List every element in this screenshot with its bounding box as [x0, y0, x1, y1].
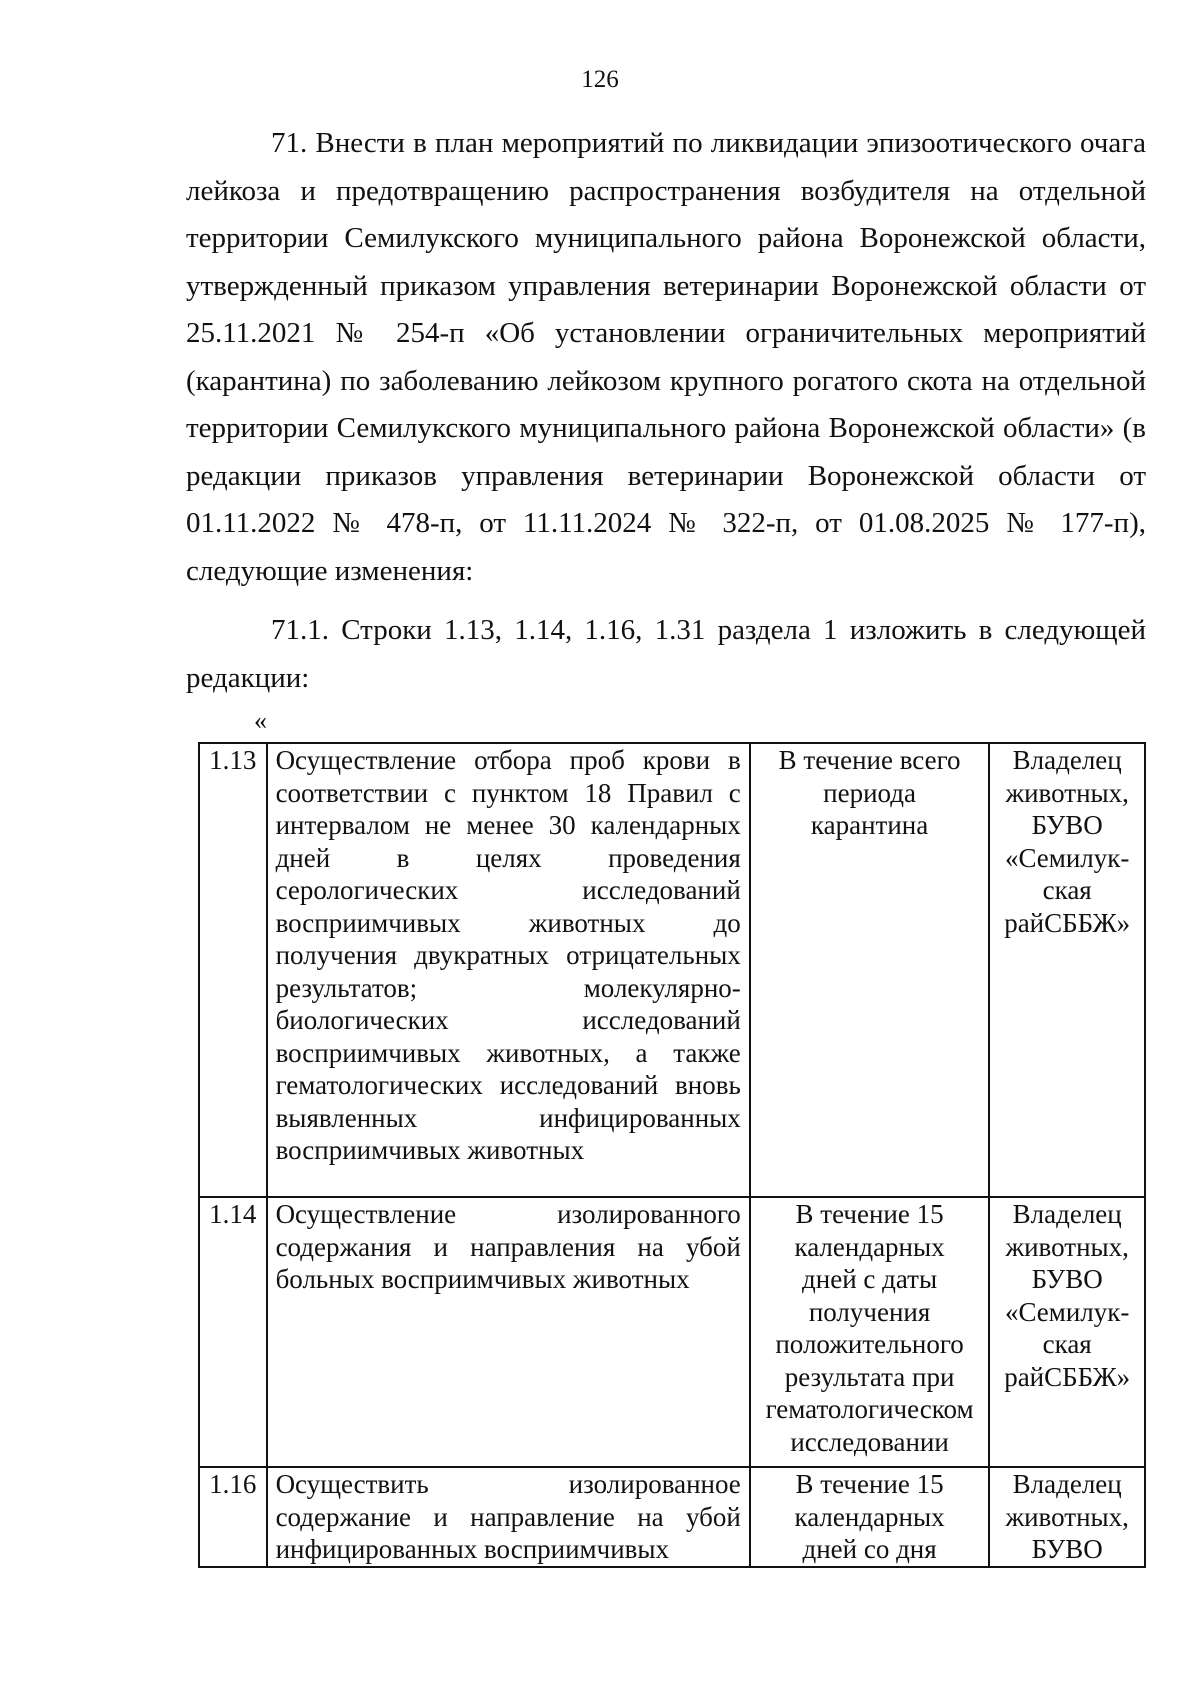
paragraph-71-1: 71.1. Строки 1.13, 1.14, 1.16, 1.31 раздела 1 изложить в следующей редакции:	[186, 614, 1146, 694]
row-responsible: Владелец животных, БУВО «Семилук- ская райСББЖ»	[989, 1197, 1145, 1467]
changes-table	[198, 742, 1146, 1568]
table-row	[199, 1197, 1145, 1467]
row-number: 1.13	[199, 743, 267, 1197]
row-term: В течение всего периода карантина	[750, 743, 990, 1197]
page-number: 126	[581, 66, 619, 93]
row-action: Осуществление отбора проб крови в соответствии с пунктом 18 Правил с интервалом не менее 30 календарных дней в целях проведения серологических исследований восприимчивых животных до получения двукратных отрицательных результатов; молекулярно-биологических исследований восприимчивых животных, а также гематологических исследований вновь выявленных инфицированных восприимчивых животных	[267, 743, 750, 1197]
row-term: В течение 15 календарных дней со дня	[750, 1467, 990, 1567]
opening-quote-mark: «	[254, 706, 267, 735]
table-row	[199, 1467, 1145, 1567]
row-action: Осуществить изолированное содержание и направление на убой инфицированных восприимчивых	[267, 1467, 750, 1567]
row-term: В течение 15 календарных дней с даты получения положительного результата при гематологическом исследовании	[750, 1197, 990, 1467]
row-action: Осуществление изолированного содержания и направления на убой больных восприимчивых животных	[267, 1197, 750, 1467]
row-responsible: Владелец животных, БУВО «Семилук- ская райСББЖ»	[989, 743, 1145, 1197]
row-responsible: Владелец животных, БУВО	[989, 1467, 1145, 1567]
row-number: 1.14	[199, 1197, 267, 1467]
document-body	[186, 120, 1146, 702]
paragraph-71: 71. Внести в план мероприятий по ликвидации эпизоотического очага лейкоза и предотвращению распространения возбудителя на отдельной территории Семилукского муниципального района Воронежской области, утвержденный приказом управления ветеринарии Воронежской области от 25.11.2021 № 254-п «Об установлении ограничительных мероприятий (карантина) по заболеванию лейкозом крупного рогатого скота на отдельной территории Семилукского муниципального района Воронежской области» (в редакции приказов управления ветеринарии Воронежской области от 01.11.2022 № 478-п, от 11.11.2024 № 322-п, от 01.08.2025 № 177-п), следующие изменения:	[186, 127, 1146, 587]
table-row	[199, 743, 1145, 1197]
row-number: 1.16	[199, 1467, 267, 1567]
